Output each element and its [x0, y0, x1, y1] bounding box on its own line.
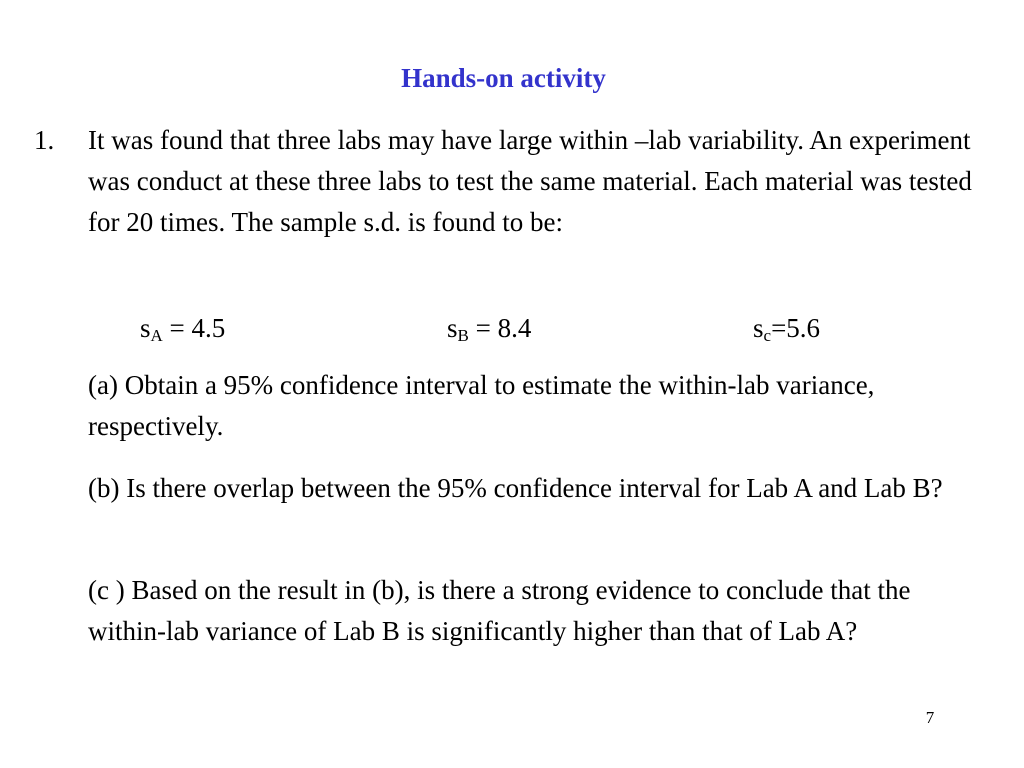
problem-number: 1.: [34, 125, 55, 155]
sample-sd-values: [140, 308, 900, 348]
sd-symbol: s: [447, 313, 458, 343]
sd-symbol: s: [753, 313, 764, 343]
sd-number: = 4.5: [162, 313, 226, 343]
sd-value-lab-a: [140, 308, 225, 348]
sd-value-lab-b: [447, 308, 531, 348]
page-number: 7: [925, 708, 935, 727]
sd-subscript: A: [150, 326, 163, 345]
sd-symbol: s: [140, 313, 151, 343]
slide-title: Hands-on activity: [401, 63, 606, 93]
question-a: (a) Obtain a 95% confidence interval to estimate the within-lab variance, respectively.: [88, 370, 875, 441]
sd-number: =5.6: [771, 313, 821, 343]
problem-statement: [34, 120, 974, 243]
sd-number: = 8.4: [468, 313, 532, 343]
question-c: (c ) Based on the result in (b), is there a strong evidence to conclude that the within-lab variance of Lab B is significantly higher than that of Lab A?: [88, 575, 911, 646]
sd-subscript: B: [457, 326, 469, 345]
question-b: (b) Is there overlap between the 95% confidence interval for Lab A and Lab B?: [88, 473, 943, 503]
sd-subscript: c: [763, 326, 772, 345]
problem-text: It was found that three labs may have large within –lab variability. An experiment was conduct at these three labs to test the same material. Each material was tested for 20 times. The sample s.d. is found to be:: [88, 125, 972, 237]
sd-value-lab-c: [753, 308, 820, 348]
